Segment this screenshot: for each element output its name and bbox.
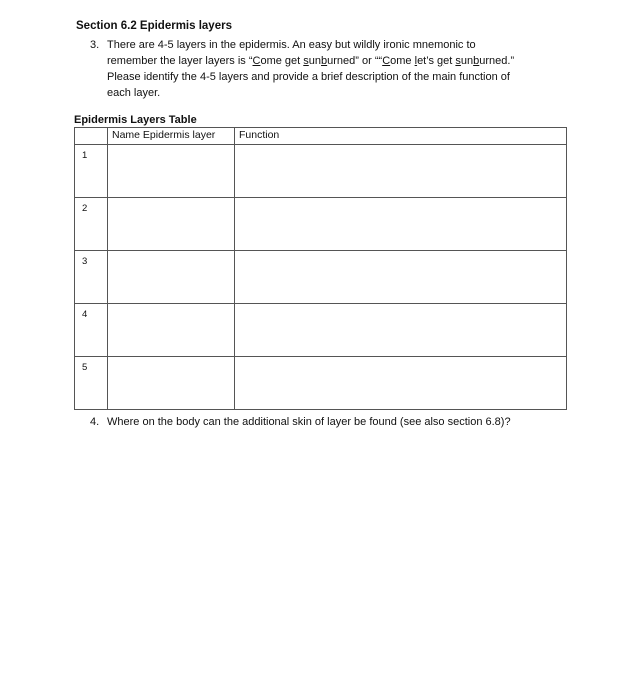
- row-number: 2: [75, 198, 108, 251]
- header-function: Function: [235, 128, 567, 145]
- header-number-cell: [75, 128, 108, 145]
- section-title: Section 6.2 Epidermis layers: [76, 20, 232, 32]
- row-number: 5: [75, 357, 108, 410]
- header-layer-name: Name Epidermis layer: [108, 128, 235, 145]
- question-4-number: 4.: [90, 416, 100, 428]
- layer-name-cell[interactable]: [108, 145, 235, 198]
- layer-name-cell[interactable]: [108, 304, 235, 357]
- question-4-text: Where on the body can the additional skin of layer be found (see also section 6.8)?: [107, 416, 511, 428]
- function-cell[interactable]: [235, 304, 567, 357]
- question-3-line-2: remember the layer layers is “Come get sunburned” or ““Come let’s get sunburned.”: [107, 55, 515, 67]
- table-row: [75, 304, 567, 357]
- question-3-line-3: Please identify the 4-5 layers and provide a brief description of the main function of: [107, 71, 510, 83]
- question-4: [90, 416, 570, 428]
- row-number: 1: [75, 145, 108, 198]
- table-row: [75, 251, 567, 304]
- layer-name-cell[interactable]: [108, 251, 235, 304]
- question-3: [90, 37, 570, 101]
- layer-name-cell[interactable]: [108, 198, 235, 251]
- table-caption: Epidermis Layers Table: [74, 114, 197, 126]
- question-3-line-1: There are 4-5 layers in the epidermis. An easy but wildly ironic mnemonic to: [107, 39, 476, 51]
- epidermis-layers-table: [74, 127, 567, 410]
- function-cell[interactable]: [235, 251, 567, 304]
- table-row: [75, 145, 567, 198]
- function-cell[interactable]: [235, 145, 567, 198]
- row-number: 3: [75, 251, 108, 304]
- table-header-row: [75, 128, 567, 145]
- question-3-text: [107, 37, 570, 101]
- table-row: [75, 198, 567, 251]
- function-cell[interactable]: [235, 357, 567, 410]
- question-3-number: 3.: [90, 39, 100, 51]
- table-row: [75, 357, 567, 410]
- layer-name-cell[interactable]: [108, 357, 235, 410]
- row-number: 4: [75, 304, 108, 357]
- question-3-line-4: each layer.: [107, 87, 161, 99]
- function-cell[interactable]: [235, 198, 567, 251]
